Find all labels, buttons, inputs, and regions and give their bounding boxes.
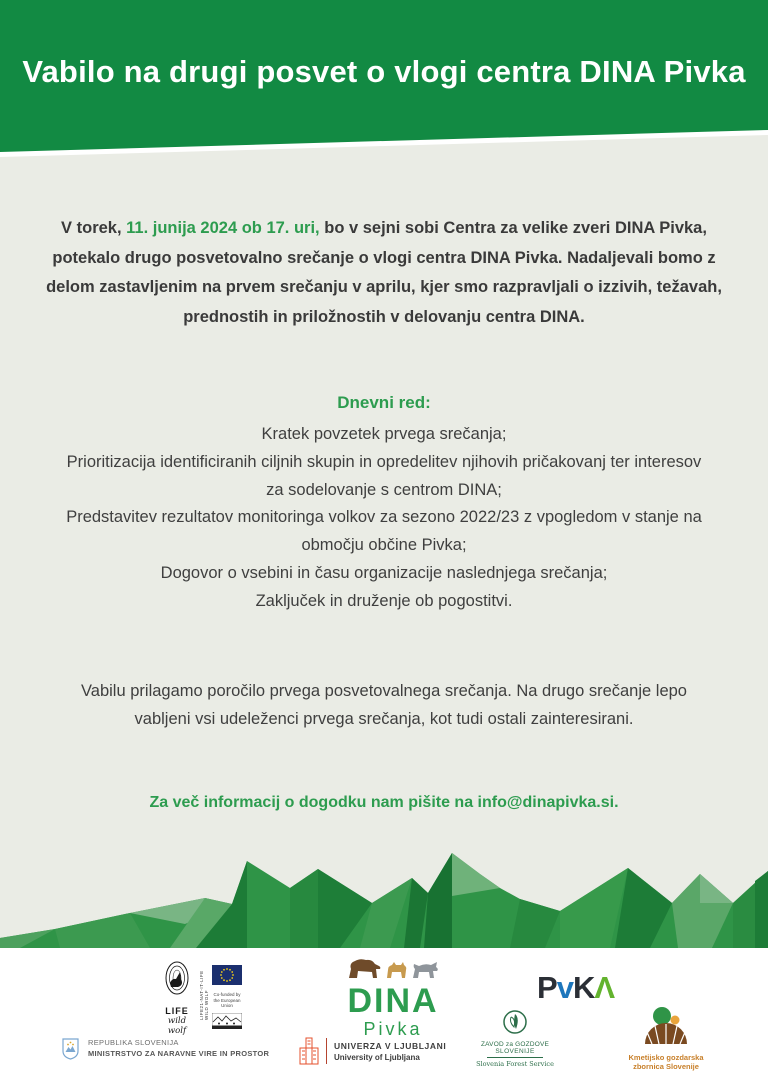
agenda-item: Predstavitev rezultatov monitoringa volkov za sezono 2022/23 z vpogledom v stanje na območju občine Pivka; — [66, 508, 702, 555]
event-datetime: 11. junija 2024 ob 17. uri, — [126, 219, 320, 237]
forest-line2: SLOVENIJE — [495, 1048, 535, 1055]
field-and-trees-icon — [637, 1006, 695, 1046]
slovenia-coat-of-arms-icon — [62, 1038, 79, 1060]
forest-line1: ZAVOD za GOZDOVE — [480, 1041, 550, 1048]
agenda-list — [56, 421, 712, 616]
life-logo-subtitle: wild wolf — [167, 1016, 187, 1036]
footer-logos — [0, 948, 768, 1085]
wolf-fingerprint-icon — [162, 960, 192, 1000]
eu-cofunded-logo — [210, 965, 244, 1034]
ministry-line2: MINISTRSTVO ZA NARAVNE VIRE IN PROSTOR — [88, 1049, 270, 1058]
forest-service-logo — [472, 1010, 558, 1068]
ministry-line1: REPUBLIKA SLOVENIJA — [88, 1038, 179, 1047]
university-logo — [298, 1036, 446, 1066]
ministry-text — [88, 1038, 269, 1058]
university-line1: UNIVERZA V LJUBLJANI — [334, 1040, 447, 1051]
agenda-item: Prioritizacija identificiranih ciljnih skupin in opredelitev njihovih pričakovanj ter interesov za sodelovanje s centrom DINA; — [66, 452, 702, 499]
bear-lynx-wolf-icons — [345, 956, 441, 980]
university-line2: University of Ljubljana — [334, 1052, 420, 1062]
life-wild-wolf-logo — [160, 960, 194, 1036]
mountain-range-graphic — [0, 841, 768, 948]
agriculture-chamber-logo — [620, 1006, 712, 1071]
eu-flag-icon — [212, 965, 242, 985]
forest-emblem-icon — [503, 1010, 527, 1034]
intro-paragraph — [39, 214, 729, 332]
intro-part2: bo v sejni sobi Centra za velike zveri DINA Pivka, potekalo drugo posvetovalno srečanje o vlogi centra DINA Pivka. Nadaljevali bomo z delom zastavljenim na prvem srečanju v aprilu, kjer smo razpravljali o izzivih, težavah, prednostih in priložnostih v delovanju centra DINA. — [46, 219, 722, 326]
lynx-icon — [387, 962, 406, 978]
wildlife-pictogram-logo — [212, 1013, 242, 1029]
dina-pivka-logo — [330, 956, 456, 1040]
agenda-item: Dogovor o vsebini in času organizacije naslednjega srečanja; — [160, 563, 608, 582]
dina-logo-title: DINA — [347, 982, 439, 1020]
agenda-item: Zaključek in druženje ob pogostitvi. — [255, 591, 513, 610]
divider — [326, 1038, 327, 1064]
university-text — [334, 1041, 446, 1062]
agenda-item: Kratek povzetek prvega srečanja; — [261, 425, 507, 443]
university-building-icon — [298, 1036, 320, 1066]
divider — [487, 1057, 543, 1058]
chamber-line2: zbornica Slovenije — [633, 1062, 699, 1071]
forest-line3: Slovenia Forest Service — [476, 1060, 554, 1068]
ministry-logo — [62, 1038, 269, 1060]
life-logo-title: LIFE — [165, 1006, 189, 1016]
agenda-heading: Dnevni red: — [337, 393, 431, 412]
page-title: Vabilo na drugi posvet o vlogi centra DINA Pivka — [22, 54, 746, 89]
contact-line: Za več informacij o dogodku nam pišite na info@dinapivka.si. — [149, 794, 619, 811]
pivka-municipality-logo: PvKΛ — [537, 970, 615, 1005]
eu-caption: Co-funded by the European Union — [213, 992, 241, 1008]
closing-paragraph: Vabilu prilagamo poročilo prvega posvetovalnega srečanja. Na drugo srečanje lepo vabljeni vsi udeleženci prvega srečanja, kot tudi ostali zainteresirani. — [81, 682, 687, 728]
dina-logo-subtitle: Pivka — [363, 1019, 423, 1039]
intro-part1: V torek, — [61, 219, 127, 237]
bear-icon — [349, 959, 380, 978]
life-project-code: LIFE21-NAT-IT-LIFE WILD WOLF — [199, 970, 209, 1020]
chamber-line1: Kmetijsko gozdarska — [628, 1053, 704, 1062]
chamber-text — [620, 1053, 712, 1071]
wolf-icon — [413, 962, 438, 978]
